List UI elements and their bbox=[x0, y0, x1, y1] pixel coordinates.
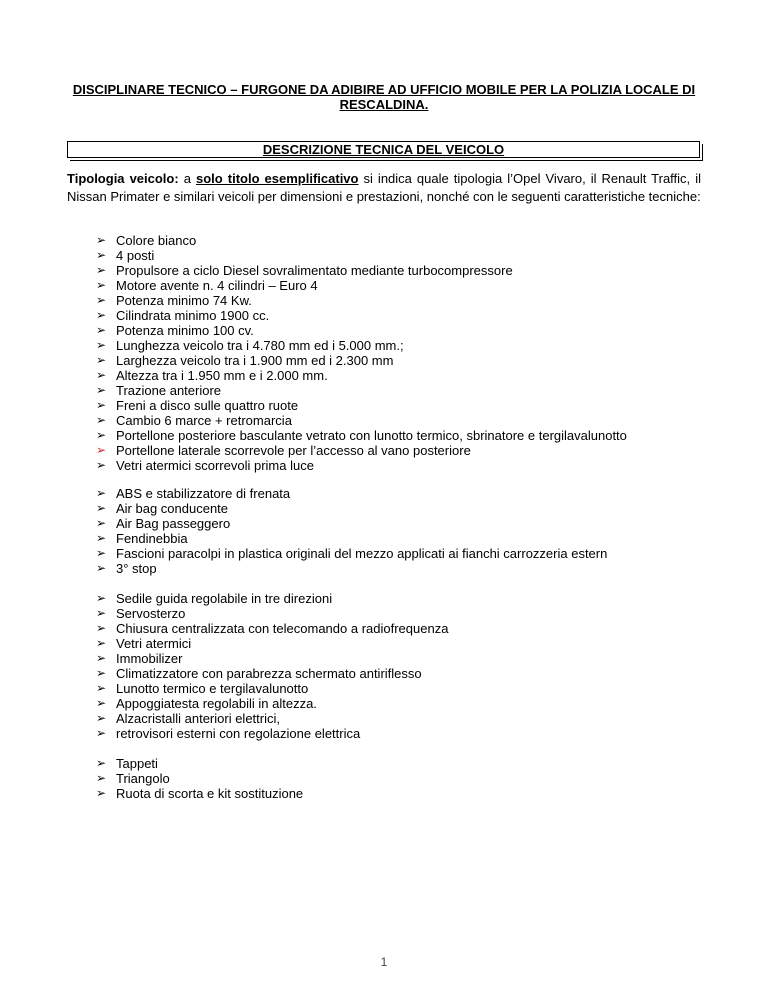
list-item bbox=[96, 621, 716, 636]
arrow-bullet-icon: ➢ bbox=[96, 398, 107, 412]
arrow-bullet-icon: ➢ bbox=[96, 233, 107, 247]
intro-text: si indica quale tipologia l’Opel Vivaro, il Renault Traffic, il Nissan Primater e similari veicoli per dimensioni e prestazioni, nonché con le seguenti caratteristiche tecniche: bbox=[67, 171, 701, 204]
list-item bbox=[96, 248, 716, 263]
list-item-text: Fendinebbia bbox=[116, 531, 188, 546]
list-item bbox=[96, 308, 716, 323]
arrow-bullet-icon: ➢ bbox=[96, 368, 107, 382]
list-item bbox=[96, 636, 716, 651]
list-item-text: Larghezza veicolo tra i 1.900 mm ed i 2.300 mm bbox=[116, 353, 394, 368]
list-item bbox=[96, 681, 716, 696]
arrow-bullet-icon: ➢ bbox=[96, 323, 107, 337]
list-item-text: Vetri atermici bbox=[116, 636, 192, 651]
arrow-bullet-icon: ➢ bbox=[96, 428, 107, 442]
list-item-text: ABS e stabilizzatore di frenata bbox=[116, 486, 291, 501]
arrow-bullet-icon: ➢ bbox=[96, 413, 107, 427]
arrow-bullet-icon: ➢ bbox=[96, 696, 107, 710]
arrow-bullet-icon: ➢ bbox=[96, 561, 107, 575]
list-item-text: Motore avente n. 4 cilindri – Euro 4 bbox=[116, 278, 318, 293]
arrow-bullet-icon: ➢ bbox=[96, 278, 107, 292]
intro-paragraph bbox=[67, 170, 701, 205]
list-item-text: Sedile guida regolabile in tre direzioni bbox=[116, 591, 333, 606]
arrow-bullet-icon: ➢ bbox=[96, 516, 107, 530]
arrow-bullet-icon: ➢ bbox=[96, 681, 107, 695]
list-item bbox=[96, 711, 716, 726]
list-item-text: Chiusura centralizzata con telecomando a radiofrequenza bbox=[116, 621, 449, 636]
list-item bbox=[96, 278, 716, 293]
list-item bbox=[96, 756, 716, 771]
list-item-text: Potenza minimo 100 cv. bbox=[116, 323, 254, 338]
list-item bbox=[96, 428, 716, 443]
list-item bbox=[96, 516, 716, 531]
list-item bbox=[96, 233, 716, 248]
list-item bbox=[96, 651, 716, 666]
list-item-text: Altezza tra i 1.950 mm e i 2.000 mm. bbox=[116, 368, 328, 383]
list-item bbox=[96, 293, 716, 308]
arrow-bullet-icon: ➢ bbox=[96, 606, 107, 620]
feature-list-accessories bbox=[96, 756, 716, 801]
list-item-text: Lunghezza veicolo tra i 4.780 mm ed i 5.000 mm.; bbox=[116, 338, 404, 353]
list-item bbox=[96, 353, 716, 368]
arrow-bullet-icon: ➢ bbox=[96, 248, 107, 262]
list-item-text: Alzacristalli anteriori elettrici, bbox=[116, 711, 280, 726]
list-item-text: Air Bag passeggero bbox=[116, 516, 231, 531]
arrow-bullet-icon: ➢ bbox=[96, 501, 107, 515]
list-item-text: 3° stop bbox=[116, 561, 157, 576]
arrow-bullet-icon: ➢ bbox=[96, 308, 107, 322]
arrow-bullet-icon: ➢ bbox=[96, 771, 107, 785]
list-item bbox=[96, 263, 716, 278]
list-item bbox=[96, 398, 716, 413]
arrow-bullet-icon: ➢ bbox=[96, 443, 107, 457]
list-item bbox=[96, 561, 716, 576]
list-item-text: Servosterzo bbox=[116, 606, 186, 621]
list-item-text: Propulsore a ciclo Diesel sovralimentato mediante turbocompressore bbox=[116, 263, 513, 278]
intro-emphasis: solo titolo esemplificativo bbox=[196, 171, 359, 186]
arrow-bullet-icon: ➢ bbox=[96, 263, 107, 277]
arrow-bullet-icon: ➢ bbox=[96, 546, 107, 560]
list-item bbox=[96, 368, 716, 383]
feature-list-safety bbox=[96, 486, 716, 576]
list-item-text: Air bag conducente bbox=[116, 501, 229, 516]
list-item bbox=[96, 531, 716, 546]
list-item bbox=[96, 786, 716, 801]
section-title: DESCRIZIONE TECNICA DEL VEICOLO bbox=[262, 142, 505, 157]
list-item-text: Cambio 6 marce + retromarcia bbox=[116, 413, 292, 428]
list-item-text: Colore bianco bbox=[116, 233, 197, 248]
arrow-bullet-icon: ➢ bbox=[96, 621, 107, 635]
intro-label: Tipologia veicolo: bbox=[67, 171, 179, 186]
arrow-bullet-icon: ➢ bbox=[96, 338, 107, 352]
arrow-bullet-icon: ➢ bbox=[96, 486, 107, 500]
list-item bbox=[96, 726, 716, 741]
arrow-bullet-icon: ➢ bbox=[96, 666, 107, 680]
list-item-text: Trazione anteriore bbox=[116, 383, 222, 398]
list-item-text: Potenza minimo 74 Kw. bbox=[116, 293, 252, 308]
arrow-bullet-icon: ➢ bbox=[96, 458, 107, 472]
list-item-text: Ruota di scorta e kit sostituzione bbox=[116, 786, 304, 801]
list-item bbox=[96, 546, 716, 561]
list-item-text: Portellone posteriore basculante vetrato con lunotto termico, sbrinatore e tergilavalunotto bbox=[116, 428, 627, 443]
list-item bbox=[96, 413, 716, 428]
list-item-text: Tappeti bbox=[116, 756, 158, 771]
list-item-text: retrovisori esterni con regolazione elettrica bbox=[116, 726, 361, 741]
document-title: DISCIPLINARE TECNICO – FURGONE DA ADIBIRE AD UFFICIO MOBILE PER LA POLIZIA LOCALE DI RESCALDINA. bbox=[72, 82, 696, 112]
list-item-text: Triangolo bbox=[116, 771, 170, 786]
arrow-bullet-icon: ➢ bbox=[96, 353, 107, 367]
arrow-bullet-icon: ➢ bbox=[96, 636, 107, 650]
list-item bbox=[96, 443, 716, 458]
arrow-bullet-icon: ➢ bbox=[96, 786, 107, 800]
list-item-text: Freni a disco sulle quattro ruote bbox=[116, 398, 299, 413]
list-item-text: Immobilizer bbox=[116, 651, 183, 666]
list-item-text: Fascioni paracolpi in plastica originali del mezzo applicati ai fianchi carrozzeria estern bbox=[116, 546, 608, 561]
feature-list-general bbox=[96, 233, 716, 473]
list-item bbox=[96, 606, 716, 621]
list-item bbox=[96, 383, 716, 398]
page-number: 1 bbox=[380, 955, 388, 969]
list-item bbox=[96, 696, 716, 711]
list-item-text: Climatizzatore con parabrezza schermato antiriflesso bbox=[116, 666, 422, 681]
list-item-text: Portellone laterale scorrevole per l’accesso al vano posteriore bbox=[116, 443, 471, 458]
list-item bbox=[96, 323, 716, 338]
arrow-bullet-icon: ➢ bbox=[96, 531, 107, 545]
list-item-text: Appoggiatesta regolabili in altezza. bbox=[116, 696, 317, 711]
arrow-bullet-icon: ➢ bbox=[96, 591, 107, 605]
arrow-bullet-icon: ➢ bbox=[96, 711, 107, 725]
list-item-text: Lunotto termico e tergilavalunotto bbox=[116, 681, 309, 696]
list-item bbox=[96, 771, 716, 786]
arrow-bullet-icon: ➢ bbox=[96, 383, 107, 397]
list-item-text: 4 posti bbox=[116, 248, 155, 263]
list-item bbox=[96, 486, 716, 501]
list-item bbox=[96, 338, 716, 353]
arrow-bullet-icon: ➢ bbox=[96, 293, 107, 307]
list-item-text: Vetri atermici scorrevoli prima luce bbox=[116, 458, 314, 473]
arrow-bullet-icon: ➢ bbox=[96, 726, 107, 740]
list-item bbox=[96, 501, 716, 516]
arrow-bullet-icon: ➢ bbox=[96, 756, 107, 770]
intro-pre: a bbox=[183, 171, 191, 186]
list-item bbox=[96, 666, 716, 681]
list-item bbox=[96, 591, 716, 606]
arrow-bullet-icon: ➢ bbox=[96, 651, 107, 665]
list-item-text: Cilindrata minimo 1900 cc. bbox=[116, 308, 270, 323]
feature-list-comfort bbox=[96, 591, 716, 741]
list-item bbox=[96, 458, 716, 473]
